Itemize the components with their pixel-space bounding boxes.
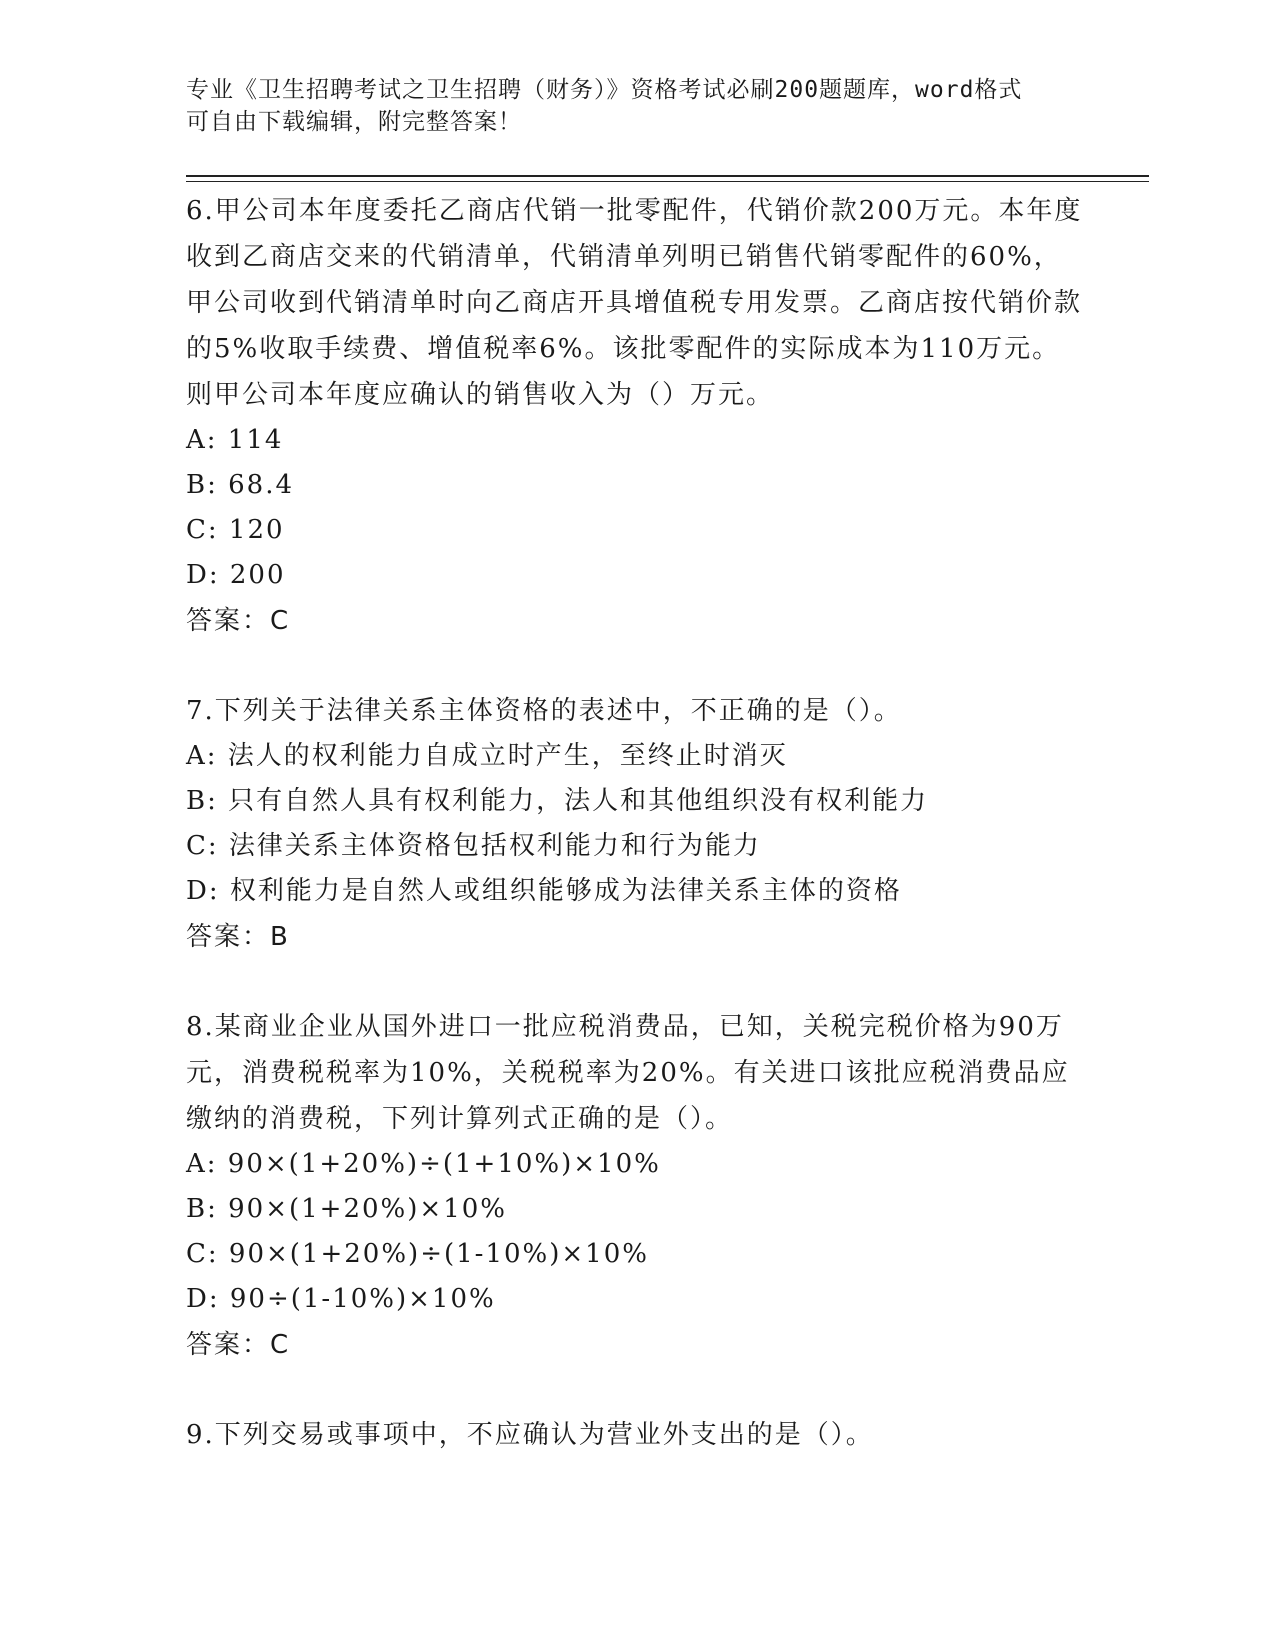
option-c: C: 120 [186, 515, 285, 545]
option-c: C: 90×(1+20%)÷(1-10%)×10% [186, 1239, 649, 1269]
option-d: D: 90÷(1-10%)×10% [186, 1284, 496, 1314]
question-8 [186, 1004, 1086, 1368]
option-b: B: 68.4 [186, 470, 295, 500]
question-stem: 7.下列关于法律关系主体资格的表述中，不正确的是（）。 [186, 696, 902, 726]
option-a: A: 90×(1+20%)÷(1+10%)×10% [186, 1149, 661, 1179]
question-6 [186, 188, 1086, 644]
header-line-1: 专业《卫生招聘考试之卫生招聘（财务）》资格考试必刷200题题库，word格式 [186, 77, 1023, 103]
option-d: D: 权利能力是自然人或组织能够成为法律关系主体的资格 [186, 876, 902, 906]
answer-label: 答案：C [186, 1330, 291, 1360]
option-c: C: 法律关系主体资格包括权利能力和行为能力 [186, 831, 761, 861]
answer-label: 答案：B [186, 922, 290, 952]
question-list [186, 188, 1086, 1458]
option-a: A: 法人的权利能力自成立时产生，至终止时消灭 [186, 741, 788, 771]
question-9 [186, 1412, 1086, 1458]
header-divider-thin [186, 181, 1149, 182]
option-b: B: 90×(1+20%)×10% [186, 1194, 507, 1224]
header-divider-thick [186, 175, 1149, 177]
question-7 [186, 688, 1086, 960]
document-header [186, 74, 1086, 138]
option-d: D: 200 [186, 560, 286, 590]
question-stem: 8.某商业企业从国外进口一批应税消费品，已知，关税完税价格为90万元，消费税税率为10%，关税税率为20%。有关进口该批应税消费品应缴纳的消费税，下列计算列式正确的是（）。 [186, 1012, 1070, 1134]
option-a: A: 114 [186, 425, 284, 455]
option-b: B: 只有自然人具有权利能力，法人和其他组织没有权利能力 [186, 786, 929, 816]
question-stem: 6.甲公司本年度委托乙商店代销一批零配件，代销价款200万元。本年度收到乙商店交来的代销清单，代销清单列明已销售代销零配件的60%，甲公司收到代销清单时向乙商店开具增值税专用发票。乙商店按代销价款的5%收取手续费、增值税率6%。该批零配件的实际成本为110万元。则甲公司本年度应确认的销售收入为（）万元。 [186, 196, 1083, 410]
question-stem: 9.下列交易或事项中，不应确认为营业外支出的是（）。 [186, 1420, 874, 1450]
header-line-2: 可自由下载编辑，附完整答案！ [186, 109, 522, 135]
answer-label: 答案：C [186, 606, 291, 636]
